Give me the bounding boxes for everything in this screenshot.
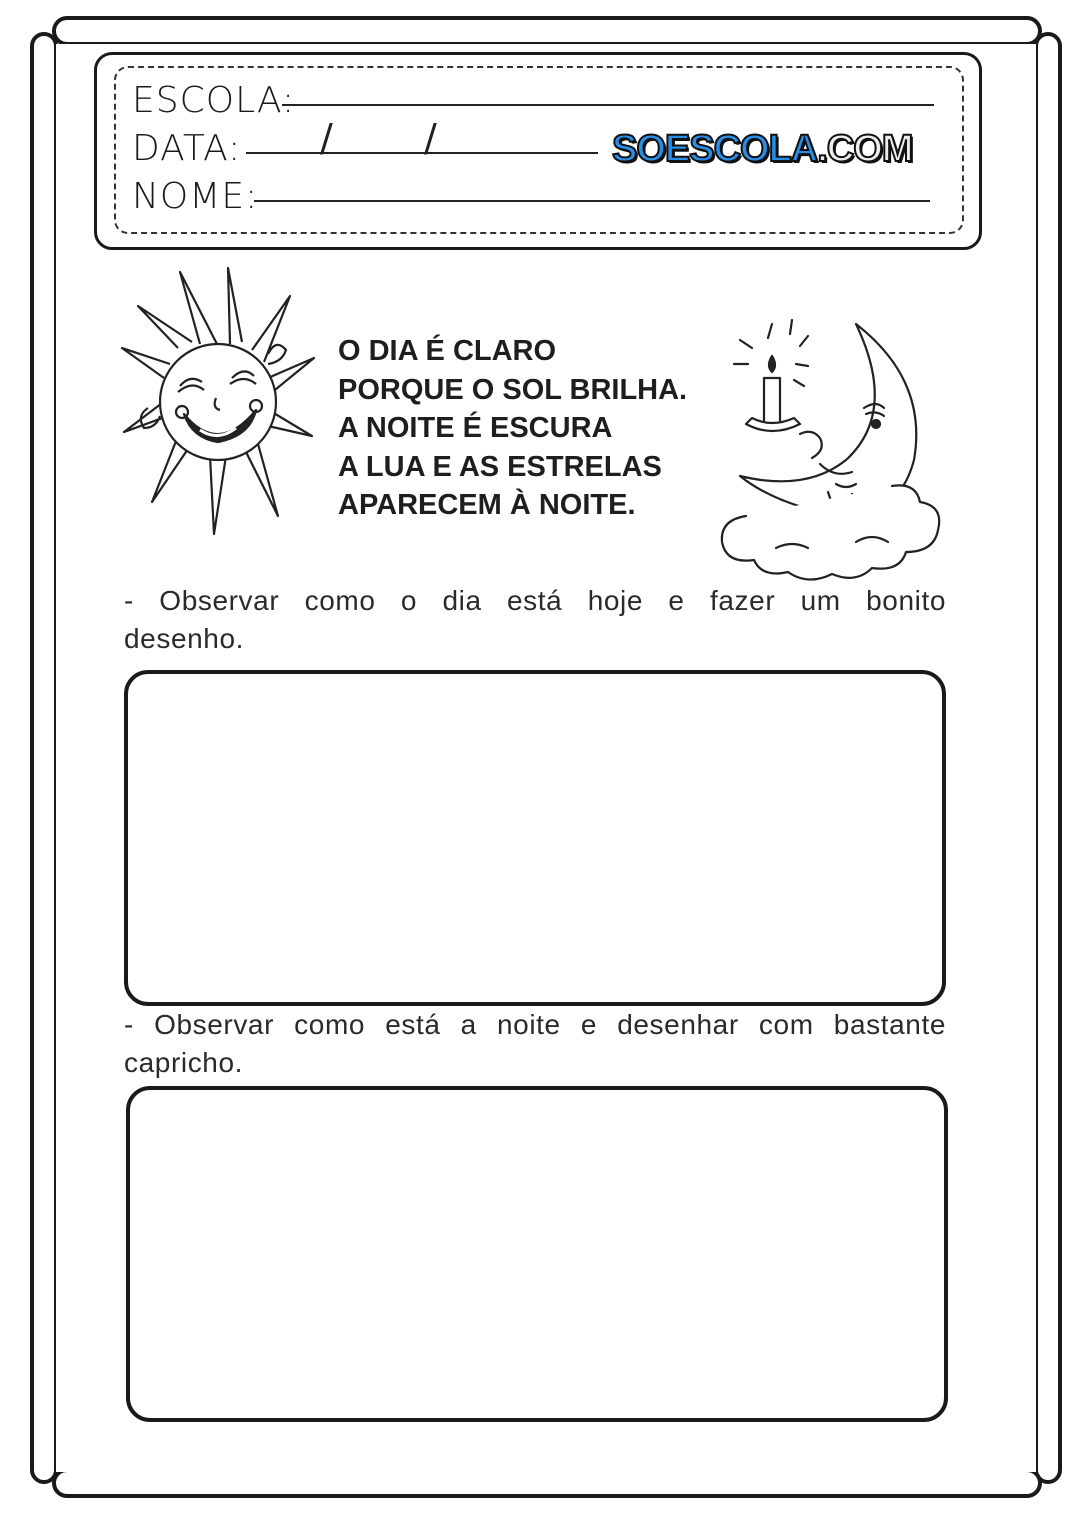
instruction-day: - Observar como o dia está hoje e fazer um bonito desenho. (124, 585, 946, 654)
brand-suffix: .COM (817, 128, 913, 170)
smiling-sun-icon (118, 266, 318, 536)
brand-logo (612, 128, 912, 171)
day-drawing-box[interactable] (124, 670, 946, 1006)
frame-right-bar (1034, 32, 1062, 1484)
poem-line: PORQUE O SOL BRILHA. (338, 373, 688, 406)
poem-line: APARECEM À NOITE. (338, 489, 636, 521)
nome-field[interactable] (254, 200, 930, 202)
data-field[interactable] (246, 152, 598, 154)
date-slash-1: / (320, 116, 333, 160)
poem-line: A LUA E AS ESTRELAS (338, 450, 662, 483)
frame-top-bar (52, 16, 1042, 46)
poem-line: O DIA É CLARO (338, 335, 557, 367)
escola-label: ESCOLA: (132, 80, 296, 121)
data-label: DATA: (132, 128, 242, 169)
nome-label: NOME: (132, 176, 259, 217)
poem-line: A NOITE É ESCURA (338, 412, 613, 444)
date-slash-2: / (424, 116, 437, 160)
frame-left-bar (30, 32, 58, 1484)
poem-text (338, 332, 758, 525)
crescent-moon-icon (716, 316, 948, 586)
instruction-night: - Observar como está a noite e desenhar com bastante capricho. (124, 1009, 946, 1078)
brand-main: SOESCOLA (612, 128, 818, 170)
night-drawing-box[interactable] (126, 1086, 948, 1422)
escola-field[interactable] (282, 104, 934, 106)
frame-bottom-bar (52, 1468, 1042, 1498)
